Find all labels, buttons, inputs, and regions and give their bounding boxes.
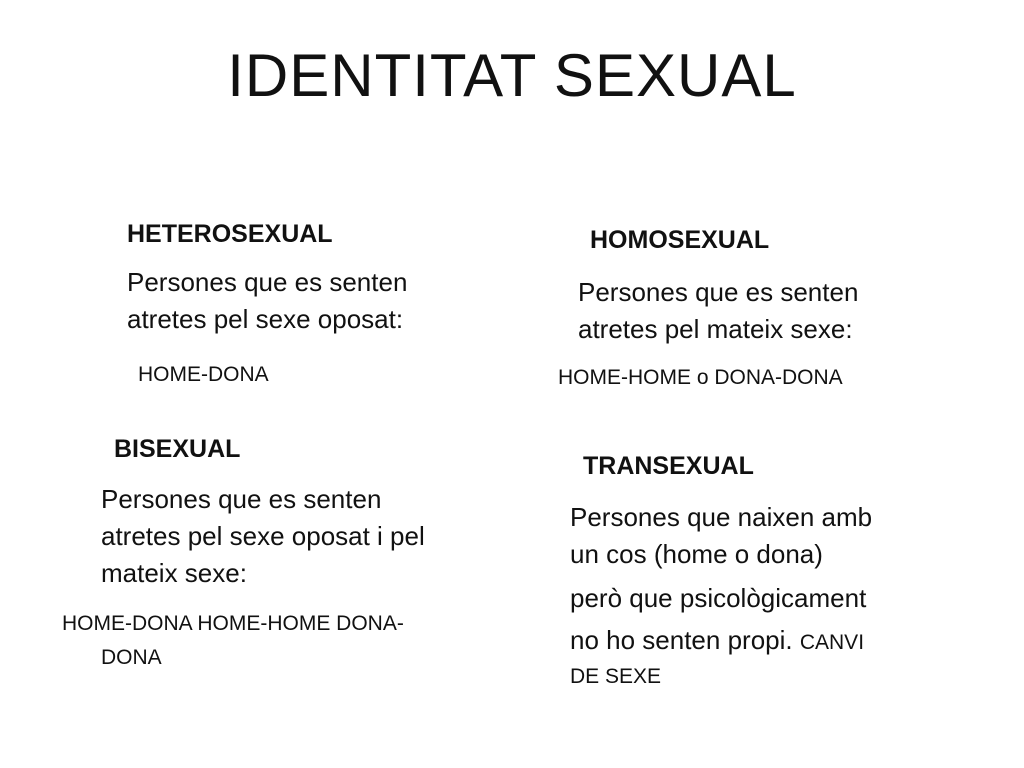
transexual-description-line-2: un cos (home o dona): [570, 539, 823, 569]
homosexual-description-line-2: atretes pel mateix sexe:: [578, 314, 853, 344]
transexual-description-line-1: Persones que naixen amb: [570, 502, 873, 532]
transexual-description-line-3: però que psicològicament: [570, 583, 867, 613]
bisexual-heading: BISEXUAL: [114, 435, 241, 463]
bisexual-description-line-2: atretes pel sexe oposat i pel: [101, 521, 425, 551]
homosexual-heading: HOMOSEXUAL: [590, 226, 770, 254]
bisexual-description-line-1: Persones que es senten: [101, 484, 382, 514]
homosexual-example: HOME-HOME o DONA-DONA: [558, 366, 843, 389]
bisexual-description-line-3: mateix sexe:: [101, 558, 247, 588]
homosexual-description-line-1: Persones que es senten: [578, 277, 859, 307]
transexual-description-line-4-main: no ho senten propi.: [570, 625, 800, 655]
transexual-description-line-5: DE SEXE: [570, 665, 662, 688]
slide-title: IDENTITAT SEXUAL: [227, 42, 797, 109]
heterosexual-example: HOME-DONA: [138, 363, 269, 386]
transexual-description-line-4-tail: CANVI: [799, 631, 865, 654]
transexual-description-line-4: [570, 622, 864, 661]
heterosexual-description-line-2: atretes pel sexe oposat:: [127, 304, 404, 334]
heterosexual-description-line-1: Persones que es senten: [127, 267, 408, 297]
heterosexual-heading: HETEROSEXUAL: [127, 220, 333, 248]
bisexual-example-line-1: HOME-DONA HOME-HOME DONA-: [62, 612, 404, 635]
bisexual-example-line-2: DONA: [101, 646, 162, 669]
transexual-heading: TRANSEXUAL: [583, 452, 754, 480]
